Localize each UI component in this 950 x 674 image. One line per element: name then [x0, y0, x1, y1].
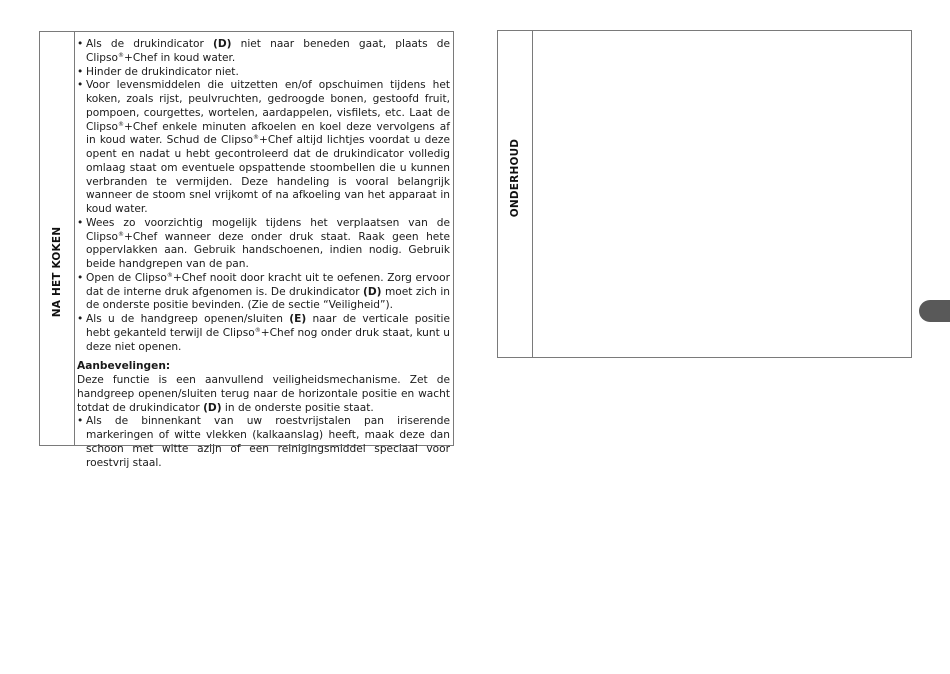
bullet-item: • Open de Clipso®+Chef nooit door kracht uit te oefenen. Zorg ervoor dat de interne druk afgenomen is. De drukindicator (D) moet zich in de onderste positie bevinden. (Zie de sectie “Veiligheid”). — [86, 272, 450, 313]
bullet-list-maintenance-tips — [77, 415, 450, 470]
bullet-item: • Als u de handgreep openen/sluiten (E) naar de verticale positie hebt gekanteld terwijl de Clipso®+Chef nog onder druk staat, kunt u deze niet openen. — [86, 313, 450, 354]
bullet-item: • Als de binnenkant van uw roestvrijstalen pan iriserende markeringen of witte vlekken (kalkaanslag) heeft, maak deze dan schoon met witte azijn of een reinigingsmiddel speciaal voor roestvrij staal. — [86, 415, 450, 470]
page-edge-tab — [919, 300, 950, 322]
section-content — [77, 38, 450, 470]
bullet-item: • Voor levensmiddelen die uitzetten en/of opschuimen tijdens het koken, zoals rijst, peulvruchten, gedroogde bonen, gestoofd fruit, pompoen, courgettes, wortelen, aardappelen, visfilets, etc. Laat de Clipso®+Chef enkele minuten afkoelen en koel deze vervolgens af in koud water. Schud de Clipso®+Chef altijd lichtjes voordat u deze opent en nadat u hebt gecontroleerd dat de drukindicator volledig omlaag staat om eventuele opspattende stoombellen die u kunnen verbranden te vermijden. Deze handeling is vooral belangrijk wanneer de stoom snel vrijkomt of na afkoeling van het apparaat in koud water. — [86, 79, 450, 217]
section-label: NA HET KOKEN — [51, 226, 63, 317]
section-label: ONDERHOUD — [509, 138, 521, 217]
section-label-column — [40, 32, 75, 445]
bullet-list-after-cooking — [77, 38, 450, 354]
section-label-column — [498, 31, 533, 357]
bullet-item: • Als de drukindicator (D) niet naar beneden gaat, plaats de Clipso®+Chef in koud water. — [86, 38, 450, 66]
section-panel-onderhoud — [497, 30, 912, 358]
bullet-item: • Hinder de drukindicator niet. — [86, 66, 450, 80]
recommendations-paragraph: Deze functie is een aanvullend veiligheidsmechanisme. Zet de handgreep openen/sluiten terug naar de horizontale positie en wacht totdat de drukindicator (D) in de onderste positie staat. — [77, 374, 450, 414]
recommendations-heading: Aanbevelingen: — [77, 360, 171, 373]
bullet-item: • Wees zo voorzichtig mogelijk tijdens het verplaatsen van de Clipso®+Chef wanneer deze onder druk staat. Raak geen hete oppervlakken aan. Gebruik handschoenen, indien nodig. Gebruik beide handgrepen van de pan. — [86, 217, 450, 272]
section-panel-na-het-koken — [39, 31, 454, 469]
